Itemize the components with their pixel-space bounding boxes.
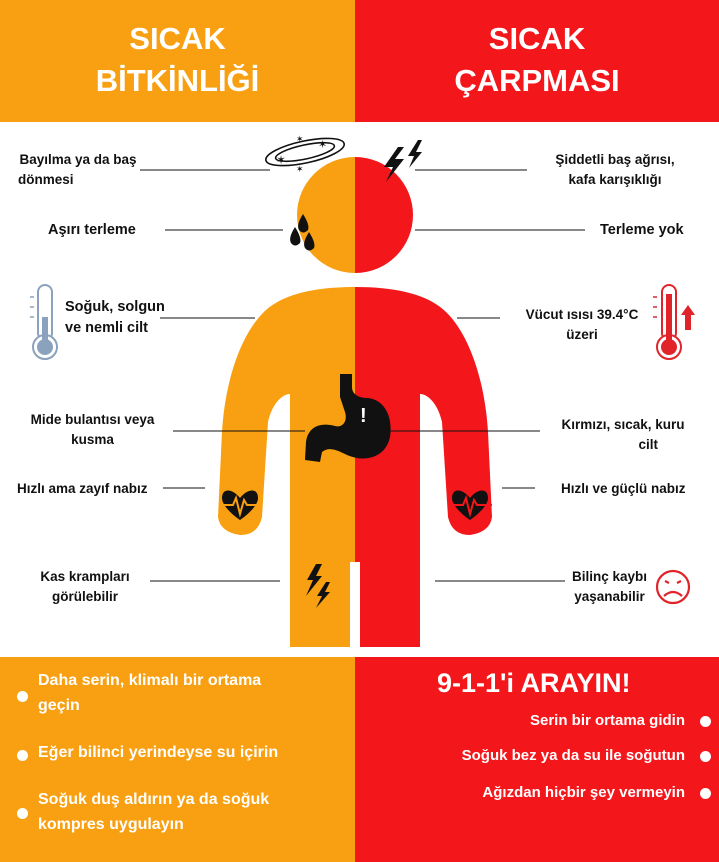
symptom-cramps-line1: Kas krampları [40, 569, 130, 584]
symptom-headache-line2: kafa karışıklığı [568, 171, 662, 187]
symptom-nausea-line1: Mide bulantısı veya [30, 412, 155, 427]
bullet-icon [700, 751, 711, 762]
heat-exhaustion-header [0, 0, 355, 122]
body-diagram-panel [0, 122, 719, 657]
bullet-icon [17, 808, 28, 819]
symptom-hot-skin [548, 415, 698, 454]
svg-text:✶: ✶ [318, 139, 328, 151]
symptom-sweating: Aşırı terleme [48, 222, 136, 238]
symptom-cramps [30, 567, 140, 606]
svg-text:✶: ✶ [296, 164, 304, 174]
action-item-line2: geçin [38, 696, 80, 714]
symptom-hot-skin-line2: cilt [638, 436, 658, 452]
thermometer-hot-icon [653, 285, 695, 359]
bullet-icon [17, 691, 28, 702]
symptom-high-temp [512, 305, 652, 344]
action-item: Serin bir ortama gidin [529, 712, 685, 729]
heat-stroke-title-line1: SICAK [488, 21, 586, 56]
bullet-icon [700, 788, 711, 799]
symptom-fainting-line1: Bayılma ya da baş [19, 152, 137, 167]
sad-face-icon [657, 571, 689, 603]
symptom-strong-pulse: Hızlı ve güçlü nabız [561, 481, 686, 496]
action-item-line1: Daha serin, klimalı bir ortama [38, 672, 262, 689]
heat-exhaustion-title-line1: SICAK [129, 21, 226, 56]
symptom-no-sweat: Terleme yok [600, 222, 684, 238]
heat-stroke-header [355, 0, 719, 122]
lightning-icon [384, 140, 422, 182]
svg-text:✶: ✶ [276, 153, 287, 167]
thermometer-cold-icon [30, 285, 57, 359]
symptom-cold-skin-line1: Soğuk, solgun [65, 299, 165, 315]
bullet-icon [17, 750, 28, 761]
svg-text:✶: ✶ [296, 134, 304, 144]
action-item: Soğuk bez ya da su ile soğutun [461, 747, 685, 764]
heat-exhaustion-title-line2: BİTKİNLİĞİ [95, 62, 260, 98]
action-item [38, 669, 261, 719]
symptom-cold-skin [65, 297, 165, 339]
symptom-headache-line1: Şiddetli baş ağrısı, [555, 152, 675, 167]
symptom-fainting [8, 150, 148, 189]
heat-exhaustion-actions [0, 657, 355, 862]
heat-stroke-title-line2: ÇARPMASI [454, 62, 620, 98]
symptom-high-temp-line2: üzeri [566, 326, 598, 342]
svg-text:!: ! [360, 405, 367, 427]
symptom-unconscious-line1: Bilinç kaybı [571, 569, 648, 584]
symptom-nausea [20, 410, 165, 449]
symptom-unconscious [562, 567, 657, 606]
heat-stroke-actions [355, 657, 719, 862]
symptom-cramps-line2: görülebilir [51, 588, 118, 604]
symptom-unconscious-line2: yaşanabilir [574, 588, 645, 604]
action-item: Ağızdan hiçbir şey vermeyin [482, 784, 685, 801]
symptom-headache [540, 150, 690, 189]
symptom-fainting-line2: dönmesi [18, 171, 74, 187]
symptom-weak-pulse: Hızlı ama zayıf nabız [17, 481, 148, 496]
call-911-heading: 9-1-1'i ARAYIN! [437, 668, 631, 698]
symptom-cold-skin-line2: ve nemli cilt [65, 320, 149, 337]
bullet-icon [700, 716, 711, 727]
action-item: Eğer bilinci yerindeyse su içirin [38, 744, 279, 761]
action-item-line2: kompres uygulayın [38, 815, 184, 833]
symptom-high-temp-line1: Vücut ısısı 39.4°C [525, 307, 639, 322]
action-item-line1: Soğuk duş aldırın ya da soğuk [38, 791, 270, 808]
symptom-hot-skin-line1: Kırmızı, sıcak, kuru [561, 417, 685, 432]
action-item [38, 788, 269, 838]
symptom-nausea-line2: kusma [71, 431, 114, 447]
